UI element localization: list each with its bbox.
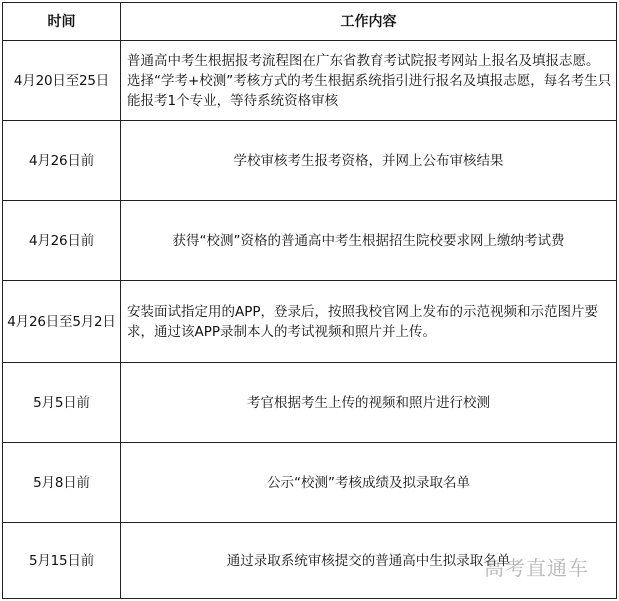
header-content: 工作内容 — [121, 3, 617, 41]
content-cell: 公示“校测”考核成绩及拟录取名单 — [121, 443, 617, 523]
time-cell: 4月20日至25日 — [3, 41, 121, 121]
content-cell: 安装面试指定用的APP，登录后，按照我校官网上发布的示范视频和示范图片要求，通过该APP录制本人的考试视频和照片并上传。 — [121, 281, 617, 363]
table-row — [3, 121, 617, 201]
time-cell: 5月15日前 — [3, 523, 121, 599]
time-cell: 4月26日前 — [3, 201, 121, 281]
time-cell: 4月26日前 — [3, 121, 121, 201]
table-row — [3, 363, 617, 443]
table-row — [3, 281, 617, 363]
table-row — [3, 201, 617, 281]
table-header-row — [3, 3, 617, 41]
table-row — [3, 41, 617, 121]
schedule-table — [2, 2, 617, 599]
time-cell: 5月5日前 — [3, 363, 121, 443]
content-cell: 通过录取系统审核提交的普通高中生拟录取名单 — [121, 523, 617, 599]
table-row — [3, 523, 617, 599]
content-cell: 考官根据考生上传的视频和照片进行校测 — [121, 363, 617, 443]
watermark: 高考直通车 — [484, 556, 589, 580]
time-cell: 5月8日前 — [3, 443, 121, 523]
content-cell: 普通高中考生根据报考流程图在广东省教育考试院报考网站上报名及填报志愿。选择“学考+校测”考核方式的考生根据系统指引进行报名及填报志愿，每名考生只能报考1个专业，等待系统资格审核 — [121, 41, 617, 121]
table-row — [3, 443, 617, 523]
time-cell: 4月26日至5月2日 — [3, 281, 121, 363]
header-time: 时间 — [3, 3, 121, 41]
content-cell: 获得“校测”资格的普通高中考生根据招生院校要求网上缴纳考试费 — [121, 201, 617, 281]
content-cell: 学校审核考生报考资格，并网上公布审核结果 — [121, 121, 617, 201]
